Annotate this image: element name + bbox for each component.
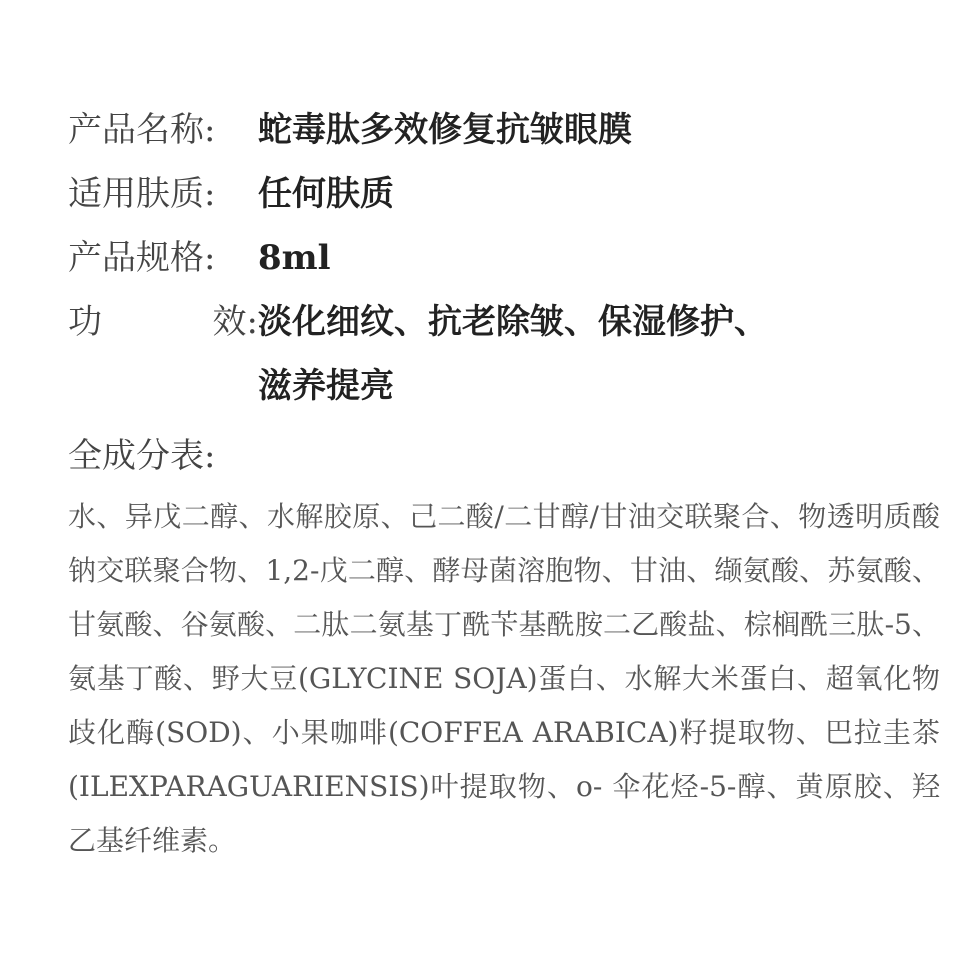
ingredients-title: 全成分表: [68, 436, 216, 476]
size-label: 产品规格: [68, 238, 216, 278]
name-label: 产品名称: [68, 110, 216, 150]
effect-label-left: 功 [68, 302, 102, 342]
spec-row-size [68, 226, 948, 290]
effect-value-line2: 滋养提亮 [258, 366, 394, 406]
spec-row-name [68, 98, 948, 162]
product-spec-list [68, 98, 948, 418]
effect-value-line1: 淡化细纹、抗老除皱、保湿修护、 [258, 302, 768, 342]
ingredients-text: 水、异戊二醇、水解胶原、己二酸/二甘醇/甘油交联聚合、物透明质酸钠交联聚合物、1,2-戊二醇、酵母菌溶胞物、甘油、缬氨酸、苏氨酸、甘氨酸、谷氨酸、二肽二氨基丁酰苄基酰胺二乙酸盐、棕榈酰三肽-5、氨基丁酸、野大豆(GLYCINE SOJA)蛋白、水解大米蛋白、超氧化物歧化酶(SOD)、小果咖啡(COFFEA ARABICA)籽提取物、巴拉圭茶(ILEXPARAGUARIENSIS)叶提取物、o- 伞花烃-5-醇、黄原胶、羟乙基纤维素。 [68, 500, 940, 857]
size-value: 8ml [258, 238, 331, 278]
spec-row-effect [68, 290, 948, 418]
spec-row-skin [68, 162, 948, 226]
skin-label: 适用肤质: [68, 174, 216, 214]
effect-label-right: 效: [212, 302, 258, 342]
skin-value: 任何肤质 [258, 174, 394, 214]
name-value: 蛇毒肽多效修复抗皱眼膜 [258, 110, 632, 150]
effect-value [258, 290, 948, 418]
effect-label [68, 290, 258, 354]
